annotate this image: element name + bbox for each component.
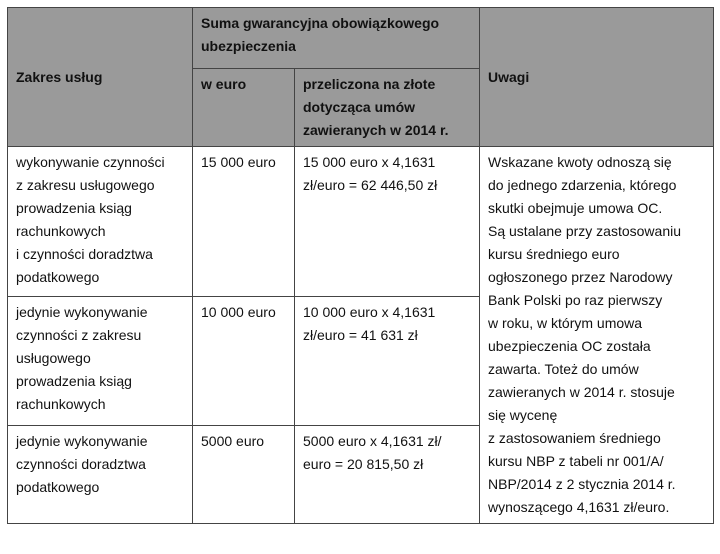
- euro-cell: 5000 euro: [193, 426, 295, 524]
- uwagi-cell: Wskazane kwoty odnoszą się do jednego zdarzenia, którego skutki obejmuje umowa OC. Są ustalane przy zastosowaniu kursu średniego euro ogłoszonego przez Narodowy Bank Polski po raz pierwszy w roku, w którym umowa ubezpieczenia OC została zawarta. Toteż do umów zawieranych w 2014 r. stosuje się wycenę z zastosowaniem średniego kursu NBP z tabeli nr 001/A/ NBP/2014 z 2 stycznia 2014 r. wynoszącego 4,1631 zł/euro.: [480, 147, 714, 524]
- table-row: [8, 147, 714, 297]
- header-suma: Suma gwarancyjna obowiązkowego ubezpieczenia: [193, 8, 480, 69]
- header-uwagi: Uwagi: [480, 8, 714, 147]
- header-przeliczona: przeliczona na złote dotycząca umów zawieranych w 2014 r.: [295, 69, 480, 147]
- pln-cell: 15 000 euro x 4,1631 zł/euro = 62 446,50 zł: [295, 147, 480, 297]
- header-zakres: Zakres usług: [8, 8, 193, 147]
- euro-cell: 10 000 euro: [193, 296, 295, 426]
- pln-cell: 10 000 euro x 4,1631 zł/euro = 41 631 zł: [295, 296, 480, 426]
- header-w-euro: w euro: [193, 69, 295, 147]
- insurance-table: [7, 7, 714, 524]
- euro-cell: 15 000 euro: [193, 147, 295, 297]
- zakres-cell: jedynie wykonywanie czynności doradztwa podatkowego: [8, 426, 193, 524]
- insurance-table-container: [7, 7, 714, 524]
- zakres-cell: wykonywanie czynności z zakresu usługowego prowadzenia ksiąg rachunkowych i czynności doradztwa podatkowego: [8, 147, 193, 297]
- pln-cell: 5000 euro x 4,1631 zł/ euro = 20 815,50 zł: [295, 426, 480, 524]
- header-row-1: [8, 8, 714, 69]
- zakres-cell: jedynie wykonywanie czynności z zakresu usługowego prowadzenia ksiąg rachunkowych: [8, 296, 193, 426]
